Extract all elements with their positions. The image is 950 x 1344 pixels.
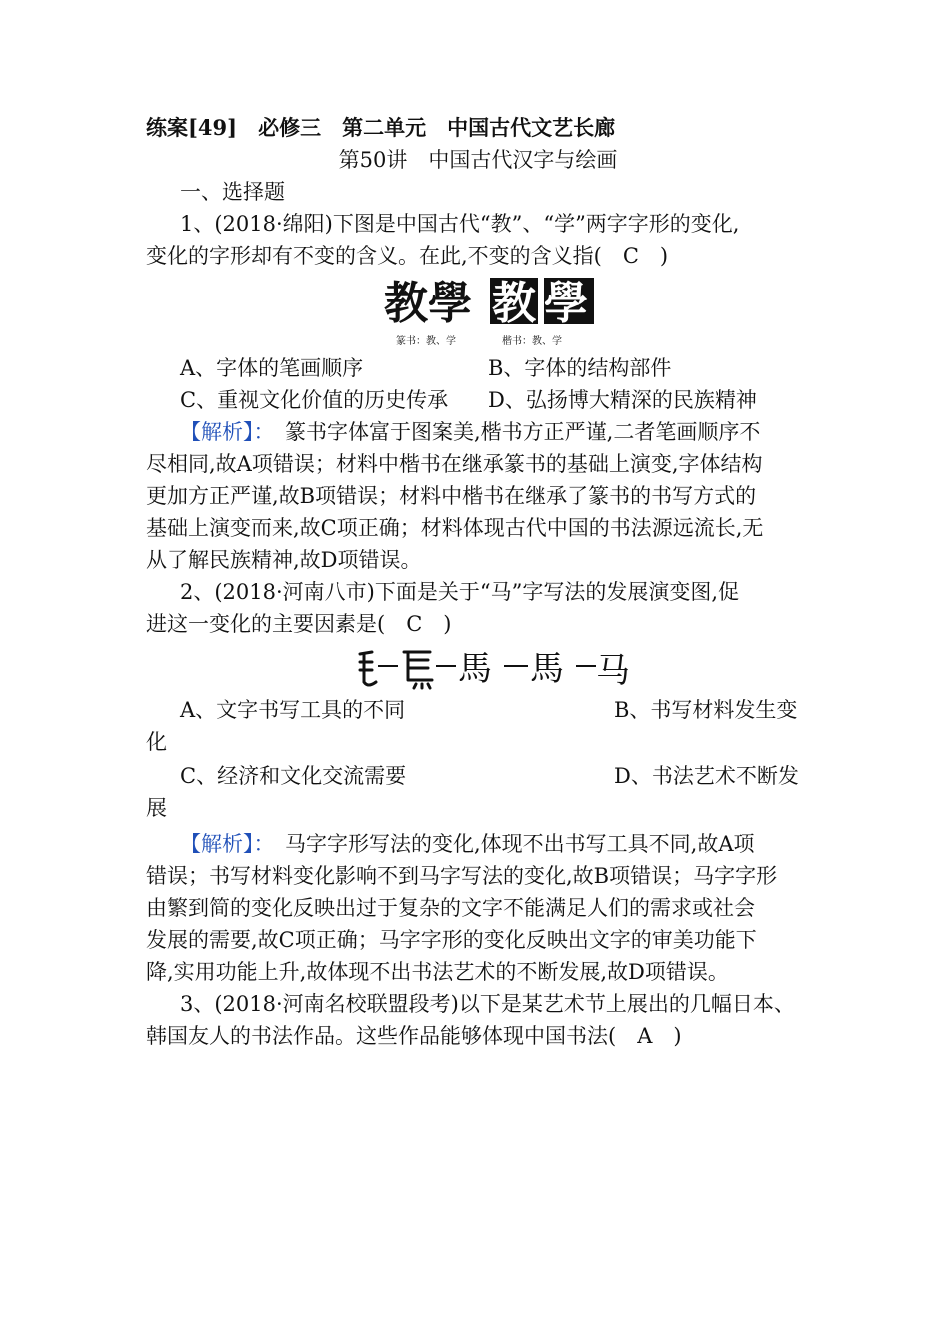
q1-options-row1 bbox=[146, 352, 810, 384]
q2-figure-image bbox=[146, 640, 810, 694]
q3-stem-line1: 3、(2018·河南名校联盟段考)以下是某艺术节上展出的几幅日本、 bbox=[180, 992, 795, 1016]
document-page bbox=[146, 112, 810, 1052]
q1-analysis-text-1: 篆书字体富于图案美,楷书方正严谨,二者笔画顺序不 bbox=[264, 420, 761, 444]
q1-analysis-tag: 【解析】： bbox=[180, 420, 264, 444]
q1-figure-image bbox=[146, 272, 810, 352]
q1-caption-right: 楷书：教、学 bbox=[502, 336, 562, 347]
q2-option-c: C、经济和文化交流需要 bbox=[180, 764, 407, 788]
q2-option-a: A、文字书写工具的不同 bbox=[180, 698, 406, 722]
q3-stem-line2: 韩国友人的书法作品。这些作品能够体现中国书法( A ) bbox=[146, 1024, 682, 1048]
q2-glyph-clerical: 馬 bbox=[458, 649, 492, 689]
q2-option-b: B、书写材料发生变 bbox=[614, 698, 798, 722]
q2-analysis-line2: 错误；书写材料变化影响不到马字写法的变化,故B项错误；马字字形 bbox=[146, 864, 778, 888]
lesson-subtitle: 第50讲 中国古代汉字与绘画 bbox=[338, 148, 618, 172]
q2-analysis-tag: 【解析】： bbox=[180, 832, 264, 856]
q1-seal-glyphs: 教學 bbox=[384, 278, 472, 329]
q2-glyph-regular: 馬 bbox=[530, 649, 564, 689]
q1-analysis-line3: 更加方正严谨,故B项错误；材料中楷书在继承了篆书的书写方式的 bbox=[146, 484, 757, 508]
q2-analysis-line5: 降,实用功能上升,故体现不出书法艺术的不断发展,故D项错误。 bbox=[146, 960, 729, 984]
q2-option-b-wrap: 化 bbox=[146, 730, 167, 754]
q1-analysis-line5: 从了解民族精神,故D项错误。 bbox=[146, 548, 422, 572]
q2-glyph-simplified: 马 bbox=[596, 651, 630, 691]
q1-option-d: D、弘扬博大精深的民族精神 bbox=[488, 388, 757, 412]
q1-stem-line2: 变化的字形却有不变的含义。在此,不变的含义指( C ) bbox=[146, 244, 669, 268]
section-heading: 一、选择题 bbox=[180, 180, 285, 204]
q2-options-row2 bbox=[146, 760, 810, 792]
q2-stem-line2: 进这一变化的主要因素是( C ) bbox=[146, 612, 452, 636]
q1-analysis-line2: 尽相同,故A项错误；材料中楷书在继承篆书的基础上演变,字体结构 bbox=[146, 452, 763, 476]
q1-option-c: C、重视文化价值的历史传承 bbox=[180, 388, 449, 412]
q2-analysis-line3: 由繁到简的变化反映出过于复杂的文字不能满足人们的需求或社会 bbox=[146, 896, 755, 920]
q1-stem-line1: 1、(2018·绵阳)下图是中国古代“教”、“学”两字字形的变化, bbox=[180, 212, 740, 236]
q1-option-a: A、字体的笔画顺序 bbox=[180, 356, 364, 380]
q1-analysis-line1 bbox=[146, 416, 810, 448]
q2-glyph-oracle bbox=[360, 652, 376, 685]
q2-analysis-line1 bbox=[146, 828, 810, 860]
q2-figure bbox=[146, 640, 810, 694]
q1-option-b: B、字体的结构部件 bbox=[488, 356, 672, 380]
q2-options-row1 bbox=[146, 694, 810, 726]
q1-regular-glyphs: 教學 bbox=[492, 278, 596, 329]
q2-glyph-seal bbox=[404, 652, 432, 688]
q2-stem-line1: 2、(2018·河南八市)下面是关于“马”字写法的发展演变图,促 bbox=[180, 580, 740, 604]
document-title: 练案[49] 必修三 第二单元 中国古代文艺长廊 bbox=[146, 115, 616, 140]
q2-option-d: D、书法艺术不断发 bbox=[614, 764, 799, 788]
q2-analysis-line4: 发展的需要,故C项正确；马字字形的变化反映出文字的审美功能下 bbox=[146, 928, 757, 952]
q2-analysis-text-1: 马字字形写法的变化,体现不出书写工具不同,故A项 bbox=[264, 832, 755, 856]
q1-caption-left: 篆书：教、学 bbox=[396, 336, 456, 347]
q2-option-d-wrap: 展 bbox=[146, 796, 167, 820]
q1-options-row2 bbox=[146, 384, 810, 416]
q1-figure bbox=[146, 272, 810, 352]
q1-analysis-line4: 基础上演变而来,故C项正确；材料体现古代中国的书法源远流长,无 bbox=[146, 516, 764, 540]
